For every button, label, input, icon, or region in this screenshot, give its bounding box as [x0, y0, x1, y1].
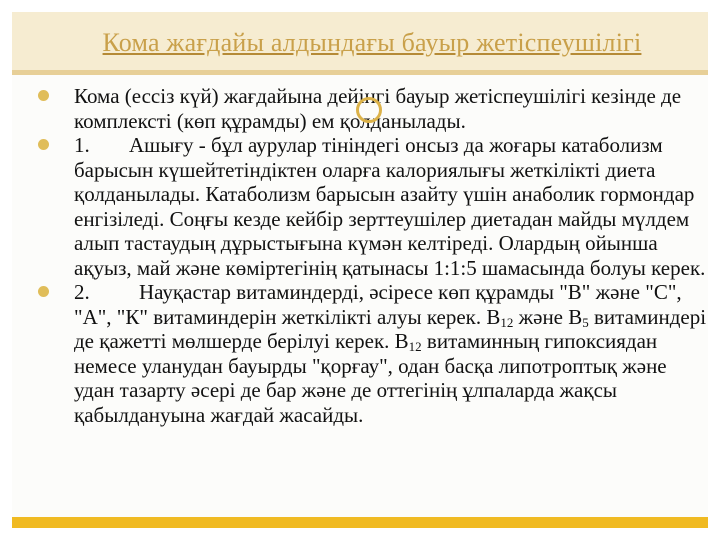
bullet-text-part: Науқастар витаминдерді, әсіресе көп құрамды "В" және "С", "А", "К" витаминдерін жеткілікті алуы керек. В — [74, 280, 682, 329]
bullet-text-part: витаминның гипоксиядан немесе уланудан бауырды "қорғау", одан басқа липотроптық және удан тазарту әсері де бар және де оттегінің ұлпаларда жақсы қабылдануына жағдай жасайды. — [74, 329, 667, 427]
bullet-item-2 — [28, 133, 708, 280]
slide-title: Кома жағдайы алдындағы бауыр жетіспеушілігі — [102, 28, 642, 57]
subscript-12: 12 — [408, 339, 422, 354]
bullet-item-3 — [28, 280, 708, 427]
bullet-text-part: және В — [513, 304, 583, 329]
bullet-number: 1. — [74, 133, 90, 157]
bullet-text-part: витаминдері де қажетті мөлшерде берілуі керек. В — [74, 304, 707, 353]
slide — [12, 12, 708, 528]
subscript-12: 12 — [500, 314, 514, 330]
title-band — [12, 12, 708, 70]
bullet-dot-icon — [38, 90, 49, 101]
ring-ornament-icon — [356, 97, 382, 123]
accent-band — [12, 517, 708, 528]
subscript-5: 5 — [582, 314, 589, 330]
bullet-text: Ашығу - бұл аурулар тініндегі онсыз да жоғары катаболизм барысын күшейтетіндіктен оларға калориялығы жеткілікті диета қолданылады. Катаболизм барысын азайту үшін анаболик гормондар енгізіледі. Соңғы кезде кейбір зерттеушілер диетадан майды мүлдем алып тастаудың дұрыстығына күмән келтіреді. Олардың ойынша ақуыз, май және көміртегінің қатынасы 1:1:5 шамасында болуы керек. — [74, 133, 706, 280]
bullet-dot-icon — [38, 286, 49, 297]
bullet-list — [28, 84, 708, 427]
bullet-dot-icon — [38, 139, 49, 150]
bullet-number: 2. — [74, 280, 90, 304]
bullet-text: Кома (ессіз күй) жағдайына дейінгі бауыр жетіспеушілігі кезінде де комплексті (көп құрамды) ем қолданылады. — [74, 84, 682, 133]
